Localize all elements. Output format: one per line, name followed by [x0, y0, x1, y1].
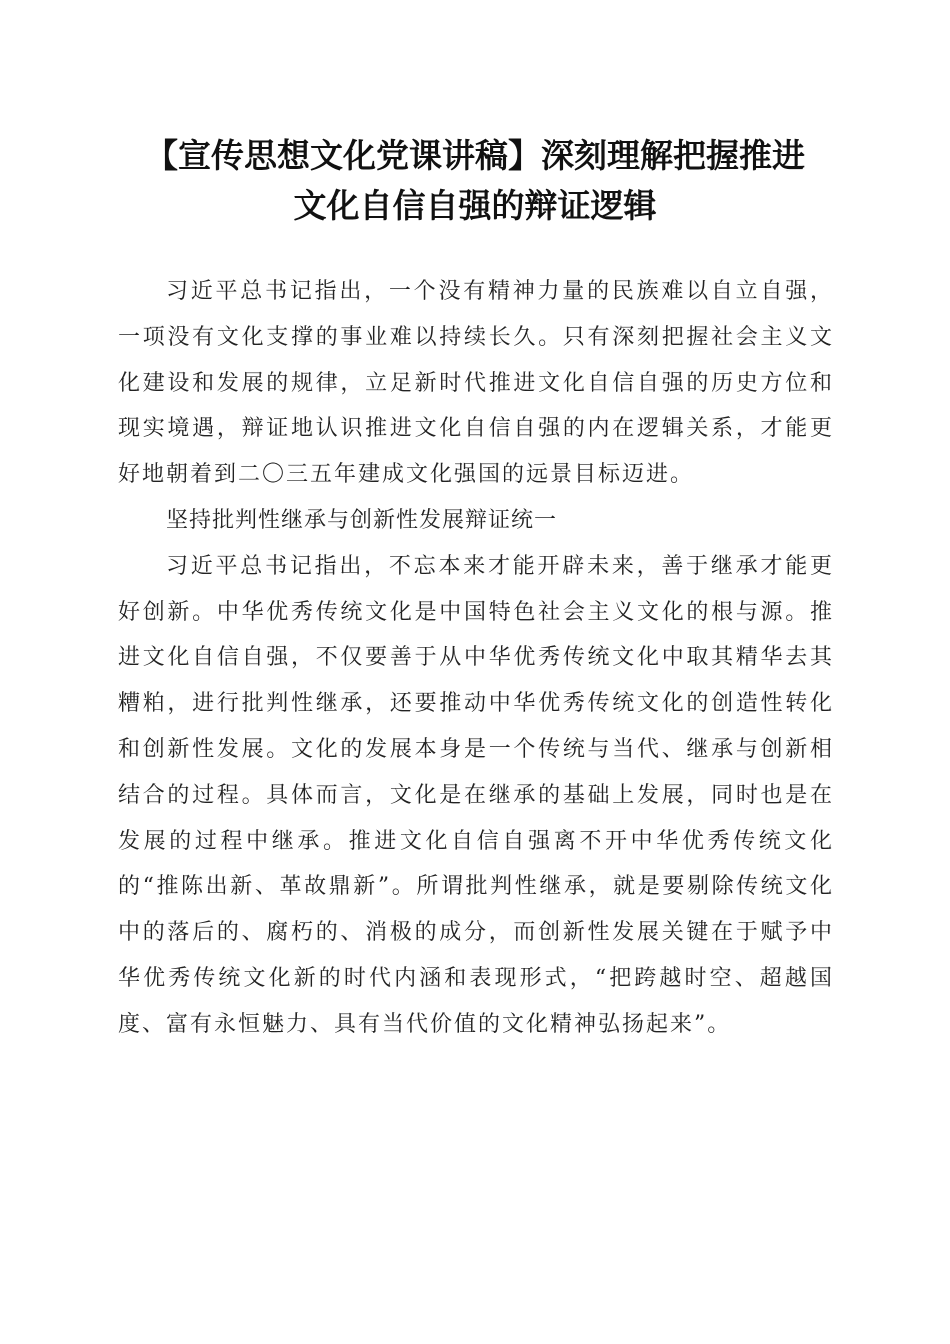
intro-paragraph: 习近平总书记指出，一个没有精神力量的民族难以自立自强，一项没有文化支撑的事业难以持续长久。只有深刻把握社会主义文化建设和发展的规律，立足新时代推进文化自信自强的历史方位和现实境遇，辩证地认识推进文化自信自强的内在逻辑关系，才能更好地朝着到二〇三五年建成文化强国的远景目标迈进。 — [118, 279, 834, 488]
document-title-line-2: 文化自信自强的辩证逻辑 — [293, 186, 657, 225]
document-body — [118, 269, 834, 1048]
document-title-line-1: 【宣传思想文化党课讲稿】深刻理解把握推进 — [145, 136, 805, 175]
document-title — [60, 131, 890, 231]
section-heading: 坚持批判性继承与创新性发展辩证统一 — [166, 507, 558, 533]
section-paragraph: 习近平总书记指出，不忘本来才能开辟未来，善于继承才能更好创新。中华优秀传统文化是中国特色社会主义文化的根与源。推进文化自信自强，不仅要善于从中华优秀传统文化中取其精华去其糟粕，进行批判性继承，还要推动中华优秀传统文化的创造性转化和创新性发展。文化的发展本身是一个传统与当代、继承与创新相结合的过程。具体而言，文化是在继承的基础上发展，同时也是在发展的过程中继承。推进文化自信自强离不开中华优秀传统文化的“推陈出新、革故鼎新”。所谓批判性继承，就是要剔除传统文化中的落后的、腐朽的、消极的成分，而创新性发展关键在于赋予中华优秀传统文化新的时代内涵和表现形式，“把跨越时空、超越国度、富有永恒魅力、具有当代价值的文化精神弘扬起来”。 — [118, 553, 834, 1037]
